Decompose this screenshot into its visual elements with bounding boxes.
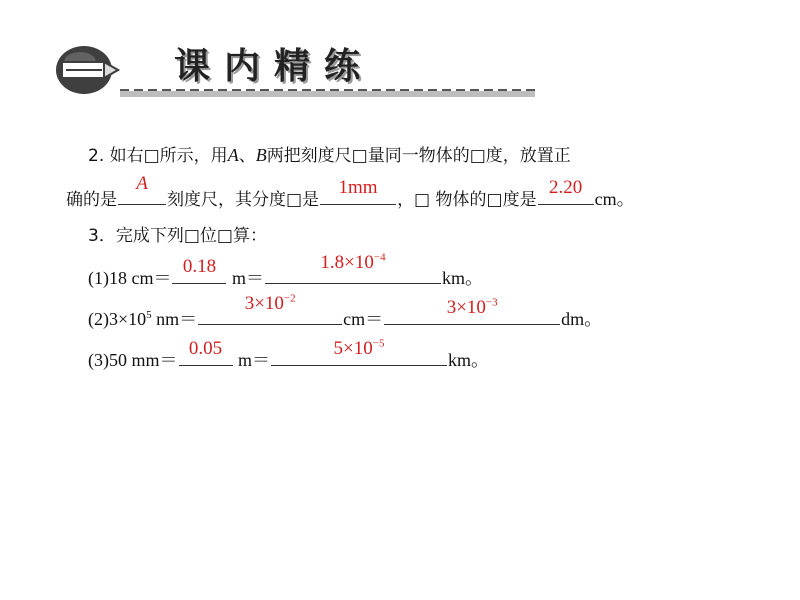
q2-text-1: 2. 如右□所示，用 [88, 146, 228, 166]
q2-separator: 、 [238, 146, 256, 166]
pencil-banner-icon [54, 40, 126, 96]
q2-line1 [88, 143, 571, 168]
q3-p3-blank2[interactable] [271, 337, 447, 366]
q3-p2-label-tail: nm＝ [151, 309, 198, 329]
q3-p1-blank1[interactable] [172, 256, 226, 284]
banner-dashed-line [120, 80, 540, 100]
q2-blank-division[interactable] [320, 177, 396, 205]
q3-p2-label-exp: 5 [146, 309, 152, 321]
q2-text-5: ，□ 物体的□度是 [397, 190, 537, 210]
q3-p3-blank1[interactable] [179, 338, 233, 366]
q3-p2-blank2[interactable] [384, 296, 560, 325]
q3-p1-answer1: 0.18 [182, 256, 217, 277]
q2-blank-length[interactable] [538, 177, 594, 205]
q3-p2-answer2 [384, 298, 560, 318]
q3-p2-answer1 [198, 294, 342, 314]
q3-p1-answer2-exp: −4 [373, 251, 386, 264]
q3-p2-mid: cm＝ [343, 309, 384, 329]
q3-title-text: 3．完成下列□位□算： [88, 226, 267, 246]
q3-p3-mid: m＝ [233, 350, 271, 370]
ruler-b-label: B [255, 145, 267, 165]
q3-p1-answer2-base: 1.8×10 [320, 252, 374, 273]
q2-text-2: 两把刻度尺□量同一物体的□度，放置正 [266, 146, 571, 166]
q3-p1-label: (1)18 cm＝ [88, 268, 172, 288]
q3-p1-end: km。 [442, 268, 484, 288]
q2-text-3: 确的是 [66, 190, 117, 210]
q3-p2-answer1-exp: −2 [283, 292, 296, 305]
q2-answer-ruler: A [136, 173, 148, 194]
q3-p2-answer1-base: 3×10 [244, 293, 284, 314]
q2-answer-length: 2.20 [548, 177, 583, 198]
q3-p3-label: (3)50 mm＝ [88, 350, 178, 370]
q2-blank-ruler[interactable] [118, 173, 166, 205]
q3-p3-answer1: 0.05 [188, 338, 223, 359]
q2-answer-division: 1mm [338, 177, 378, 198]
q2-line2 [66, 173, 635, 212]
q3-p2-answer2-exp: −3 [485, 296, 498, 309]
q2-text-4: 刻度尺，其分度□是 [167, 190, 320, 210]
q3-p3-answer2 [271, 339, 447, 359]
q3-title [88, 223, 267, 248]
q3-p3-answer2-base: 5×10 [333, 338, 373, 359]
q2-unit: cm。 [594, 189, 635, 209]
q3-p3-end: km。 [448, 350, 490, 370]
section-title: 课内精练 [174, 46, 375, 87]
q3-p2-label: (2)3×10 [88, 309, 147, 329]
q3-p1-mid: m＝ [227, 268, 264, 288]
q3-p2-answer2-base: 3×10 [446, 297, 486, 318]
q3-part3 [88, 337, 490, 372]
q3-p1-answer2 [265, 253, 441, 273]
ruler-a-label: A [227, 145, 239, 165]
q3-p3-answer2-exp: −5 [372, 337, 385, 350]
q3-p2-end: dm。 [561, 309, 603, 329]
